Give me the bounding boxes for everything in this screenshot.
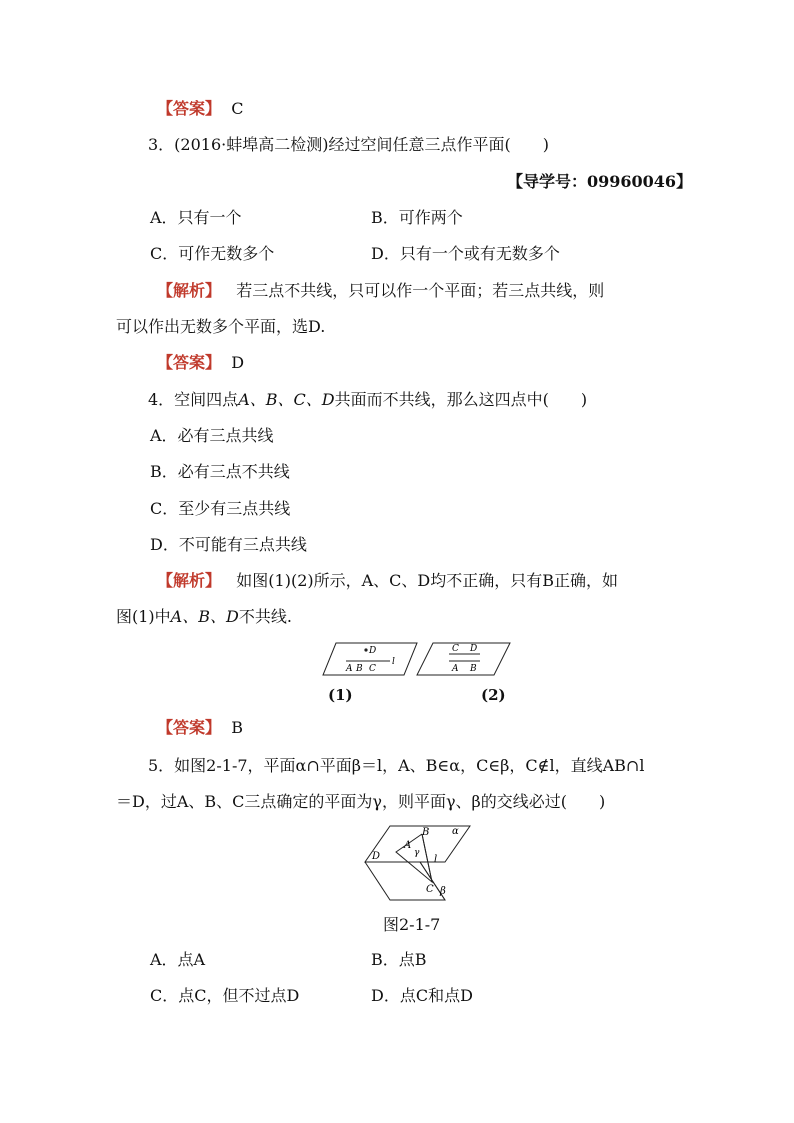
q5-option-a: A．点A <box>150 950 206 969</box>
q3-stem: 3．(2016·蚌埠高二检测)经过空间任意三点作平面( ) <box>148 135 549 154</box>
q5-figure <box>360 822 472 904</box>
q4-analysis-text1: 如图(1)(2)所示，A、C、D均不正确，只有B正确，如 <box>236 571 618 590</box>
label-a: A <box>452 664 459 674</box>
label-d: D <box>372 851 381 862</box>
q4-option-b: B．必有三点不共线 <box>150 462 290 481</box>
q3-answer-line <box>157 352 244 374</box>
q5-stem-line1: 5．如图2-1-7，平面α∩平面β＝l，A、B∈α，C∈β，C∉l，直线AB∩l <box>148 756 645 775</box>
label-l: l <box>434 854 438 865</box>
q4-figures <box>322 640 512 680</box>
q4-analysis-line2 <box>116 606 292 628</box>
answer-tag: 【答案】 <box>157 99 222 118</box>
q4-analysis-post: 不共线. <box>238 607 292 626</box>
point-d <box>364 648 367 651</box>
q4-stem-points: A、B、C、D <box>238 390 335 409</box>
analysis-tag: 【解析】 <box>157 571 222 590</box>
q3-analysis-line1 <box>157 280 604 302</box>
q3-analysis-line2: 可以作出无数多个平面，选D. <box>116 317 326 336</box>
q3-answer: D <box>231 353 245 372</box>
q3-analysis-text1: 若三点不共线，只可以作一个平面；若三点共线，则 <box>236 281 605 300</box>
q5-option-d: D．点C和点D <box>371 986 473 1005</box>
q5-stem-line2: ＝D，过A、B、C三点确定的平面为γ，则平面γ、β的交线必过( ) <box>116 792 606 811</box>
label-b: B <box>356 664 363 674</box>
figure-2-1-7-caption: 图2-1-7 <box>383 915 441 934</box>
q5-option-b: B．点B <box>371 950 427 969</box>
q4-answer-line <box>157 717 243 739</box>
label-c: C <box>369 664 376 674</box>
label-alpha: α <box>452 826 459 837</box>
q3-option-b: B．可作两个 <box>371 208 463 227</box>
answer-tag: 【答案】 <box>157 718 222 737</box>
label-a: A <box>346 664 353 674</box>
q4-stem <box>148 389 587 411</box>
label-b: B <box>470 664 477 674</box>
figure-1-caption: (1) <box>328 686 353 704</box>
label-c: C <box>426 884 434 895</box>
label-b: B <box>422 827 430 838</box>
label-beta: β <box>440 886 446 897</box>
q3-option-c: C．可作无数多个 <box>150 244 275 263</box>
q4-stem-post: 共面而不共线，那么这四点中( ) <box>334 390 588 409</box>
q4-answer: B <box>231 718 243 737</box>
q4-analysis-points: A、B、D <box>170 607 239 626</box>
q4-option-c: C．至少有三点共线 <box>150 499 291 518</box>
q5-option-c: C．点C，但不过点D <box>150 986 300 1005</box>
q3-option-a: A．只有一个 <box>150 208 242 227</box>
q3-option-d: D．只有一个或有无数多个 <box>371 244 560 263</box>
label-d: D <box>369 646 377 656</box>
label-d: D <box>470 644 478 654</box>
q3-guide-number: 【导学号：09960046】 <box>507 172 693 191</box>
answer-tag: 【答案】 <box>157 353 222 372</box>
analysis-tag: 【解析】 <box>157 281 222 300</box>
q2-answer-line <box>157 98 243 120</box>
label-a: A <box>404 840 412 851</box>
q4-stem-pre: 4．空间四点 <box>148 390 239 409</box>
label-l: l <box>392 657 395 667</box>
figure-2-caption: (2) <box>481 686 506 704</box>
label-c: C <box>452 644 459 654</box>
q4-option-d: D．不可能有三点共线 <box>150 535 307 554</box>
q4-analysis-pre: 图(1)中 <box>116 607 171 626</box>
q4-analysis-line1 <box>157 570 618 592</box>
q4-option-a: A．必有三点共线 <box>150 426 274 445</box>
label-gamma: γ <box>414 848 420 858</box>
q2-answer: C <box>231 99 244 118</box>
plane-2 <box>417 643 510 675</box>
figure-1 <box>323 643 417 675</box>
figure-2 <box>417 643 510 675</box>
